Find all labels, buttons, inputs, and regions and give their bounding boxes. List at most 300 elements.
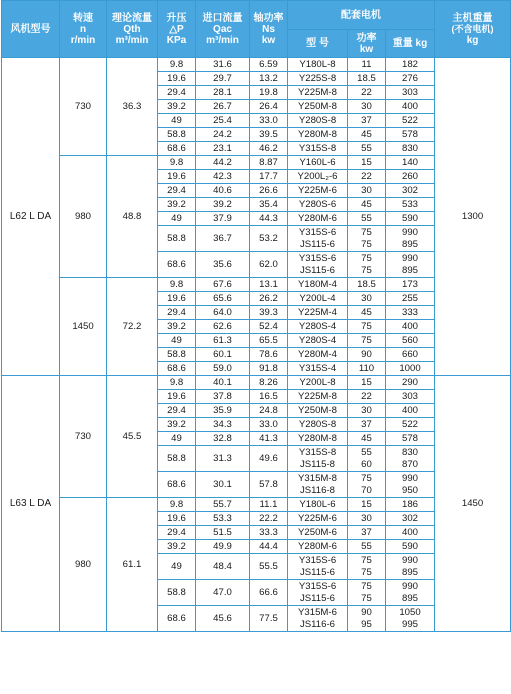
pressure-cell-text: 68.6 <box>167 143 186 154</box>
pressure-cell <box>158 198 196 212</box>
speed-cell-text: 1450 <box>72 321 94 332</box>
motor-power-cell-text: 18.5 <box>357 73 376 84</box>
motor-power-cell-text: 22 <box>361 171 372 182</box>
motor-weight-cell <box>386 100 435 114</box>
motor-model-cell-text: Y180M-4 <box>298 279 337 290</box>
motor-model-cell <box>288 156 348 170</box>
motor-weight-cell <box>386 86 435 100</box>
motor-power-cell <box>348 170 386 184</box>
pressure-cell-text: 29.4 <box>167 185 186 196</box>
motor-power-cell <box>348 306 386 320</box>
motor-power-cell-text: 30 <box>361 513 372 524</box>
motor-model-cell-text: Y180L-6 <box>299 499 336 510</box>
shaft-power-cell <box>250 540 288 554</box>
inlet-flow-cell-text: 39.2 <box>213 199 232 210</box>
motor-weight-cell-text: 276 <box>402 73 419 84</box>
motor-weight-cell <box>386 432 435 446</box>
shaft-power-cell <box>250 86 288 100</box>
inlet-flow-cell <box>196 472 250 498</box>
motor-model-cell-text: Y225M-6 <box>298 185 337 196</box>
motor-weight-cell <box>386 170 435 184</box>
motor-model-cell <box>288 278 348 292</box>
pressure-cell <box>158 226 196 252</box>
inlet-flow-cell-text: 67.6 <box>213 279 232 290</box>
inlet-flow-cell <box>196 320 250 334</box>
pressure-cell <box>158 58 196 72</box>
motor-model-cell <box>288 512 348 526</box>
motor-power-cell-text: 30 <box>361 101 372 112</box>
inlet-flow-cell-text: 55.7 <box>213 499 232 510</box>
shaft-power-cell-text: 46.2 <box>259 143 278 154</box>
motor-model-cell-text: Y280M-6 <box>298 541 337 552</box>
motor-model-cell <box>288 334 348 348</box>
shaft-power-cell <box>250 512 288 526</box>
motor-power-cell-text: 55 <box>361 447 372 458</box>
inlet-flow-cell-text: 49.9 <box>213 541 232 552</box>
shaft-power-cell-text: 77.5 <box>259 612 278 624</box>
inlet-flow-cell-text: 51.5 <box>213 527 232 538</box>
inlet-flow-cell-text: 24.2 <box>213 129 232 140</box>
header-fan-model: 风机型号 <box>2 1 60 58</box>
pressure-cell-text: 68.6 <box>167 258 186 270</box>
inlet-flow-cell <box>196 212 250 226</box>
pressure-cell <box>158 292 196 306</box>
motor-model-cell <box>288 320 348 334</box>
motor-power-cell <box>348 226 386 252</box>
motor-weight-cell-text: 400 <box>402 405 419 416</box>
motor-model-cell-text: JS115-6 <box>299 566 336 578</box>
inlet-flow-cell-text: 37.8 <box>213 391 232 402</box>
inlet-flow-cell <box>196 376 250 390</box>
pressure-cell-text: 19.6 <box>167 73 186 84</box>
motor-power-cell-text: 11 <box>361 59 372 70</box>
motor-power-cell-text: 15 <box>361 157 372 168</box>
motor-power-cell-text: 110 <box>358 363 375 374</box>
table-row <box>2 58 511 72</box>
shaft-power-cell-text: 26.4 <box>259 101 278 112</box>
motor-weight-cell-text: 990 <box>402 227 419 238</box>
motor-power-cell-text: 45 <box>361 433 372 444</box>
motor-weight-cell <box>386 512 435 526</box>
table-row <box>2 498 511 512</box>
inlet-flow-cell-text: 35.6 <box>213 258 232 270</box>
pressure-cell <box>158 362 196 376</box>
motor-model-cell-text: Y280M-8 <box>298 433 337 444</box>
header-speed: 转速 n r/min <box>60 1 107 58</box>
motor-model-cell-text: JS115-6 <box>299 592 336 604</box>
inlet-flow-cell <box>196 540 250 554</box>
motor-model-cell <box>288 540 348 554</box>
shaft-power-cell-text: 26.2 <box>259 293 278 304</box>
shaft-power-cell <box>250 432 288 446</box>
motor-weight-cell-text: 1000 <box>399 363 421 374</box>
pressure-cell <box>158 334 196 348</box>
shaft-power-cell <box>250 390 288 404</box>
motor-power-cell <box>348 142 386 156</box>
motor-model-cell <box>288 526 348 540</box>
motor-model-cell-text: Y315S-6 <box>298 581 337 592</box>
speed-cell <box>60 376 107 498</box>
motor-power-cell <box>348 114 386 128</box>
motor-model-cell-text: Y225M-4 <box>298 307 337 318</box>
fan-spec-table <box>1 0 511 632</box>
motor-model-cell <box>288 472 348 498</box>
motor-model-cell <box>288 100 348 114</box>
motor-weight-cell-text: 590 <box>402 541 419 552</box>
motor-power-cell <box>348 446 386 472</box>
inlet-flow-cell <box>196 72 250 86</box>
motor-power-cell <box>348 320 386 334</box>
motor-power-cell-text: 45 <box>361 199 372 210</box>
motor-weight-cell-text: 400 <box>402 321 419 332</box>
inlet-flow-cell <box>196 226 250 252</box>
motor-power-cell-text: 55 <box>361 541 372 552</box>
pressure-cell-text: 9.8 <box>169 157 184 168</box>
motor-model-cell-text: Y200L₂-6 <box>297 171 338 182</box>
motor-model-cell <box>288 418 348 432</box>
motor-power-cell-text: 37 <box>361 419 372 430</box>
inlet-flow-cell <box>196 418 250 432</box>
shaft-power-cell-text: 33.0 <box>259 115 278 126</box>
inlet-flow-cell-text: 34.3 <box>213 419 232 430</box>
table-header <box>2 1 511 58</box>
motor-weight-cell <box>386 292 435 306</box>
motor-power-cell-text: 18.5 <box>357 279 376 290</box>
motor-weight-cell-text: 302 <box>402 185 419 196</box>
header-shaft-power: 轴功率 Ns kw <box>250 1 288 58</box>
shaft-power-cell-text: 39.5 <box>259 129 278 140</box>
motor-power-cell-text: 30 <box>361 293 372 304</box>
inlet-flow-cell-text: 31.3 <box>213 452 232 464</box>
motor-weight-cell <box>386 128 435 142</box>
motor-model-cell-text: Y315S-4 <box>298 363 337 374</box>
inlet-flow-cell <box>196 526 250 540</box>
speed-cell <box>60 278 107 376</box>
shaft-power-cell-text: 8.26 <box>259 377 278 388</box>
motor-weight-cell <box>386 554 435 580</box>
motor-model-cell <box>288 376 348 390</box>
motor-weight-cell-text: 870 <box>402 458 419 470</box>
shaft-power-cell <box>250 526 288 540</box>
pressure-cell <box>158 252 196 278</box>
motor-weight-cell-text: 333 <box>402 307 419 318</box>
motor-model-cell-text: Y280M-6 <box>298 213 337 224</box>
motor-model-cell <box>288 446 348 472</box>
pressure-cell-text: 49 <box>171 433 182 444</box>
inlet-flow-cell <box>196 58 250 72</box>
motor-power-cell <box>348 472 386 498</box>
pressure-cell-text: 49 <box>171 335 182 346</box>
motor-power-cell-text: 22 <box>361 391 372 402</box>
motor-weight-cell-text: 1050 <box>399 607 421 618</box>
motor-weight-cell-text: 303 <box>402 391 419 402</box>
motor-weight-cell-text: 995 <box>402 618 419 630</box>
inlet-flow-cell <box>196 306 250 320</box>
shaft-power-cell <box>250 212 288 226</box>
motor-weight-cell-text: 590 <box>402 213 419 224</box>
shaft-power-cell <box>250 376 288 390</box>
shaft-power-cell-text: 41.3 <box>259 433 278 444</box>
motor-weight-cell <box>386 580 435 606</box>
motor-model-cell-text: Y200L-8 <box>299 377 336 388</box>
pressure-cell-text: 49 <box>171 560 182 572</box>
motor-power-cell <box>348 512 386 526</box>
pressure-cell-text: 39.2 <box>167 541 186 552</box>
motor-weight-cell-text: 990 <box>402 253 419 264</box>
motor-power-cell <box>348 334 386 348</box>
motor-model-cell-text: Y250M-8 <box>298 101 337 112</box>
motor-weight-cell <box>386 606 435 632</box>
pressure-cell <box>158 418 196 432</box>
motor-model-cell-text: Y250M-8 <box>298 405 337 416</box>
speed-cell-text: 730 <box>74 431 91 442</box>
motor-model-cell-text: JS115-8 <box>299 458 336 470</box>
inlet-flow-cell <box>196 498 250 512</box>
motor-power-cell-text: 75 <box>361 581 372 592</box>
motor-weight-cell-text: 303 <box>402 87 419 98</box>
motor-power-cell <box>348 212 386 226</box>
motor-weight-cell-text: 255 <box>402 293 419 304</box>
fan-model-cell-text: L63 L DA <box>9 498 52 509</box>
motor-model-cell <box>288 580 348 606</box>
inlet-flow-cell-text: 28.1 <box>213 87 232 98</box>
inlet-flow-cell <box>196 446 250 472</box>
inlet-flow-cell <box>196 348 250 362</box>
pressure-cell-text: 39.2 <box>167 101 186 112</box>
motor-power-cell-text: 90 <box>361 607 372 618</box>
motor-power-cell-text: 15 <box>361 377 372 388</box>
pressure-cell <box>158 580 196 606</box>
motor-power-cell <box>348 156 386 170</box>
shaft-power-cell <box>250 498 288 512</box>
table-row <box>2 376 511 390</box>
pressure-cell <box>158 540 196 554</box>
table-row <box>2 156 511 170</box>
pressure-cell <box>158 526 196 540</box>
pressure-cell-text: 68.6 <box>167 612 186 624</box>
motor-power-cell-text: 60 <box>361 458 372 470</box>
shaft-power-cell-text: 44.4 <box>259 541 278 552</box>
shaft-power-cell-text: 8.87 <box>259 157 278 168</box>
inlet-flow-cell-text: 60.1 <box>213 349 232 360</box>
pressure-cell <box>158 184 196 198</box>
motor-power-cell <box>348 58 386 72</box>
motor-weight-cell-text: 533 <box>402 199 419 210</box>
shaft-power-cell <box>250 348 288 362</box>
motor-weight-cell-text: 950 <box>402 484 419 496</box>
motor-weight-cell-text: 522 <box>402 115 419 126</box>
shaft-power-cell-text: 65.5 <box>259 335 278 346</box>
pressure-cell <box>158 606 196 632</box>
pressure-cell-text: 39.2 <box>167 419 186 430</box>
inlet-flow-cell <box>196 142 250 156</box>
motor-weight-cell-text: 830 <box>402 447 419 458</box>
motor-weight-cell-text: 182 <box>402 59 419 70</box>
motor-weight-cell <box>386 334 435 348</box>
pressure-cell-text: 58.8 <box>167 349 186 360</box>
motor-power-cell <box>348 72 386 86</box>
motor-model-cell <box>288 170 348 184</box>
theoretical-flow-cell <box>107 498 158 632</box>
shaft-power-cell <box>250 72 288 86</box>
spec-table-wrapper <box>1 0 510 632</box>
motor-model-cell <box>288 292 348 306</box>
shaft-power-cell <box>250 114 288 128</box>
table-body <box>2 58 511 632</box>
speed-cell <box>60 498 107 632</box>
motor-power-cell-text: 75 <box>361 592 372 604</box>
inlet-flow-cell <box>196 100 250 114</box>
motor-weight-cell-text: 895 <box>402 566 419 578</box>
inlet-flow-cell-text: 45.6 <box>213 612 232 624</box>
inlet-flow-cell-text: 40.6 <box>213 185 232 196</box>
motor-weight-cell-text: 186 <box>402 499 419 510</box>
shaft-power-cell <box>250 226 288 252</box>
motor-model-cell-text: Y315M-6 <box>298 607 337 618</box>
fan-model-cell-text: L62 L DA <box>9 211 52 222</box>
host-weight-cell-text: 1300 <box>461 211 484 222</box>
inlet-flow-cell-text: 26.7 <box>213 101 232 112</box>
shaft-power-cell <box>250 170 288 184</box>
header-host-weight: 主机重量 (不含电机) kg <box>435 1 511 58</box>
motor-power-cell-text: 75 <box>361 473 372 484</box>
motor-weight-cell-text: 400 <box>402 101 419 112</box>
pressure-cell <box>158 306 196 320</box>
motor-weight-cell <box>386 252 435 278</box>
motor-weight-cell <box>386 226 435 252</box>
shaft-power-cell-text: 17.7 <box>259 171 278 182</box>
pressure-cell <box>158 114 196 128</box>
shaft-power-cell <box>250 334 288 348</box>
motor-weight-cell-text: 830 <box>402 143 419 154</box>
motor-weight-cell <box>386 72 435 86</box>
motor-power-cell-text: 75 <box>361 253 372 264</box>
motor-power-cell-text: 15 <box>361 499 372 510</box>
theoretical-flow-cell-text: 48.8 <box>122 211 142 222</box>
inlet-flow-cell-text: 59.0 <box>213 363 232 374</box>
shaft-power-cell <box>250 292 288 306</box>
inlet-flow-cell-text: 47.0 <box>213 586 232 598</box>
header-motor-model: 型 号 <box>288 30 348 58</box>
motor-weight-cell-text: 578 <box>402 433 419 444</box>
pressure-cell-text: 19.6 <box>167 391 186 402</box>
shaft-power-cell-text: 26.6 <box>259 185 278 196</box>
shaft-power-cell-text: 49.6 <box>259 452 278 464</box>
motor-model-cell <box>288 86 348 100</box>
motor-model-cell-text: Y280S-8 <box>298 419 337 430</box>
inlet-flow-cell-text: 32.8 <box>213 433 232 444</box>
shaft-power-cell <box>250 198 288 212</box>
motor-power-cell-text: 90 <box>361 349 372 360</box>
inlet-flow-cell <box>196 432 250 446</box>
inlet-flow-cell-text: 42.3 <box>213 171 232 182</box>
motor-power-cell-text: 70 <box>361 484 372 496</box>
motor-power-cell-text: 22 <box>361 87 372 98</box>
motor-model-cell-text: Y315S-6 <box>298 555 337 566</box>
inlet-flow-cell <box>196 198 250 212</box>
shaft-power-cell <box>250 306 288 320</box>
shaft-power-cell-text: 19.8 <box>259 87 278 98</box>
shaft-power-cell-text: 13.1 <box>259 279 278 290</box>
shaft-power-cell <box>250 554 288 580</box>
motor-model-cell <box>288 226 348 252</box>
pressure-cell <box>158 390 196 404</box>
shaft-power-cell-text: 13.2 <box>259 73 278 84</box>
pressure-cell-text: 9.8 <box>169 499 184 510</box>
motor-power-cell-text: 75 <box>361 227 372 238</box>
shaft-power-cell <box>250 252 288 278</box>
shaft-power-cell-text: 44.3 <box>259 213 278 224</box>
inlet-flow-cell-text: 29.7 <box>213 73 232 84</box>
shaft-power-cell <box>250 472 288 498</box>
motor-model-cell-text: Y280S-8 <box>298 115 337 126</box>
pressure-cell-text: 49 <box>171 115 182 126</box>
motor-model-cell-text: JS116-8 <box>299 484 336 496</box>
motor-weight-cell <box>386 156 435 170</box>
motor-power-cell-text: 55 <box>361 143 372 154</box>
motor-model-cell <box>288 128 348 142</box>
motor-model-cell-text: Y280S-4 <box>298 321 337 332</box>
pressure-cell-text: 19.6 <box>167 513 186 524</box>
motor-weight-cell <box>386 212 435 226</box>
theoretical-flow-cell-text: 45.5 <box>122 431 142 442</box>
motor-weight-cell-text: 302 <box>402 513 419 524</box>
motor-power-cell <box>348 390 386 404</box>
motor-weight-cell <box>386 362 435 376</box>
inlet-flow-cell-text: 35.9 <box>213 405 232 416</box>
motor-model-cell <box>288 554 348 580</box>
motor-model-cell-text: Y315S-6 <box>298 227 337 238</box>
motor-power-cell-text: 30 <box>361 405 372 416</box>
shaft-power-cell-text: 55.5 <box>259 560 278 572</box>
shaft-power-cell-text: 39.3 <box>259 307 278 318</box>
host-weight-cell <box>435 376 511 632</box>
motor-power-cell <box>348 376 386 390</box>
motor-weight-cell-text: 260 <box>402 171 419 182</box>
motor-model-cell <box>288 362 348 376</box>
shaft-power-cell-text: 35.4 <box>259 199 278 210</box>
motor-model-cell-text: Y180L-8 <box>299 59 336 70</box>
shaft-power-cell-text: 52.4 <box>259 321 278 332</box>
motor-model-cell-text: JS115-6 <box>299 264 336 276</box>
pressure-cell <box>158 498 196 512</box>
motor-model-cell <box>288 58 348 72</box>
shaft-power-cell-text: 11.1 <box>259 499 278 510</box>
motor-model-cell-text: Y280M-8 <box>298 129 337 140</box>
header-pressure: 升压 △P KPa <box>158 1 196 58</box>
motor-model-cell <box>288 72 348 86</box>
motor-power-cell <box>348 292 386 306</box>
shaft-power-cell <box>250 446 288 472</box>
speed-cell <box>60 156 107 278</box>
inlet-flow-cell <box>196 128 250 142</box>
pressure-cell <box>158 376 196 390</box>
inlet-flow-cell-text: 53.3 <box>213 513 232 524</box>
inlet-flow-cell <box>196 512 250 526</box>
motor-weight-cell-text: 660 <box>402 349 419 360</box>
shaft-power-cell-text: 78.6 <box>259 349 278 360</box>
pressure-cell <box>158 348 196 362</box>
pressure-cell-text: 68.6 <box>167 478 186 490</box>
inlet-flow-cell <box>196 362 250 376</box>
motor-power-cell-text: 55 <box>361 213 372 224</box>
pressure-cell <box>158 278 196 292</box>
motor-model-cell-text: JS116-6 <box>299 618 336 630</box>
motor-model-cell <box>288 606 348 632</box>
motor-power-cell <box>348 348 386 362</box>
motor-weight-cell <box>386 278 435 292</box>
motor-weight-cell <box>386 142 435 156</box>
